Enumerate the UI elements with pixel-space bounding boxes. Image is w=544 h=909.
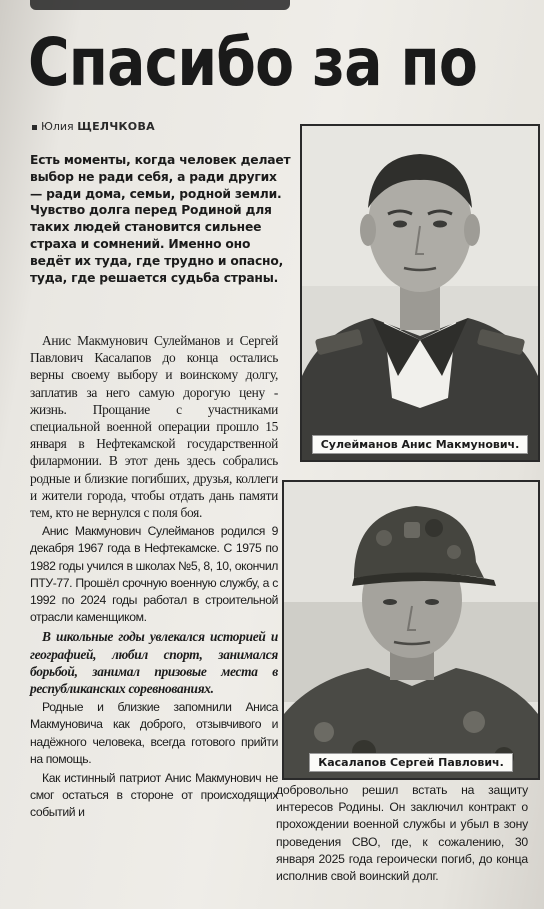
article-continuation: добровольно решил встать на защиту интересов Родины. Он заключил контракт о прохождении военной службы и убыл в зону проведения СВО, где, к сожалению, 30 января 2025 года героически погиб, до конца исполнив свой воинский долг. <box>276 783 528 884</box>
lead-paragraph <box>30 152 292 286</box>
body-paragraph: В школьные годы увлекался историей и географией, любил спорт, занимался борьбой, занимал призовые места в республиканских соревнованиях. <box>30 629 278 697</box>
body-paragraph: Анис Макмунович Сулейманов и Сергей Павлович Касалапов до конца остались верны своему выбору и воинскому долгу, заплатив за него самую дорогую цену - жизнь. Прощание с участниками специальной военной операции прошло 15 января в Нефтекамской государственной филармонии. В этот день здесь собрались родные и близкие погибших, друзья, коллеги и жители города, чтобы отдать дань памяти тем, кто не вернулся с поля боя. <box>30 333 278 521</box>
body-paragraph: Родные и близкие запомнили Аниса Макмуновича как доброго, отзывчивого и надёжного человека, всегда готового прийти на помощь. <box>30 700 278 766</box>
portrait-image <box>302 126 538 460</box>
byline <box>32 120 155 133</box>
photo-kasalapov <box>282 480 540 780</box>
article-body <box>30 332 278 824</box>
lead-text: Есть моменты, когда человек делает выбор не ради себя, а ради других — ради дома, семьи, родной земли. Чувство долга перед Родиной для таких людей становится сильнее страха и сомнений. Именно оно ведёт их туда, где трудно и опасно, туда, где решается судьба страны. <box>30 153 291 285</box>
body-paragraph: Как истинный патриот Анис Макмунович не смог остаться в стороне от происходящих событий и <box>30 771 278 820</box>
photo-caption <box>302 435 538 454</box>
header-strip <box>30 0 290 10</box>
photo-suleymanov <box>300 124 540 462</box>
body-paragraph: Анис Макмунович Сулейманов родился 9 декабря 1967 года в Нефтекамске. С 1975 по 1982 годы учился в школах №5, 8, 10, окончил ПТУ-77. Прошёл срочную военную службу, а с 1992 по 2024 годы работал в строительной отрасли каменщиком. <box>30 524 278 625</box>
headline: Спасибо за по <box>28 24 478 101</box>
portrait-image <box>284 482 538 778</box>
caption-text: Касалапов Сергей Павлович. <box>309 753 513 772</box>
caption-text: Сулейманов Анис Макмунович. <box>312 435 529 454</box>
byline-label: Юлия <box>41 120 74 133</box>
photo-caption <box>284 753 538 772</box>
byline-author: ЩЕЛЧКОВА <box>77 120 155 133</box>
bullet-icon <box>32 125 37 130</box>
